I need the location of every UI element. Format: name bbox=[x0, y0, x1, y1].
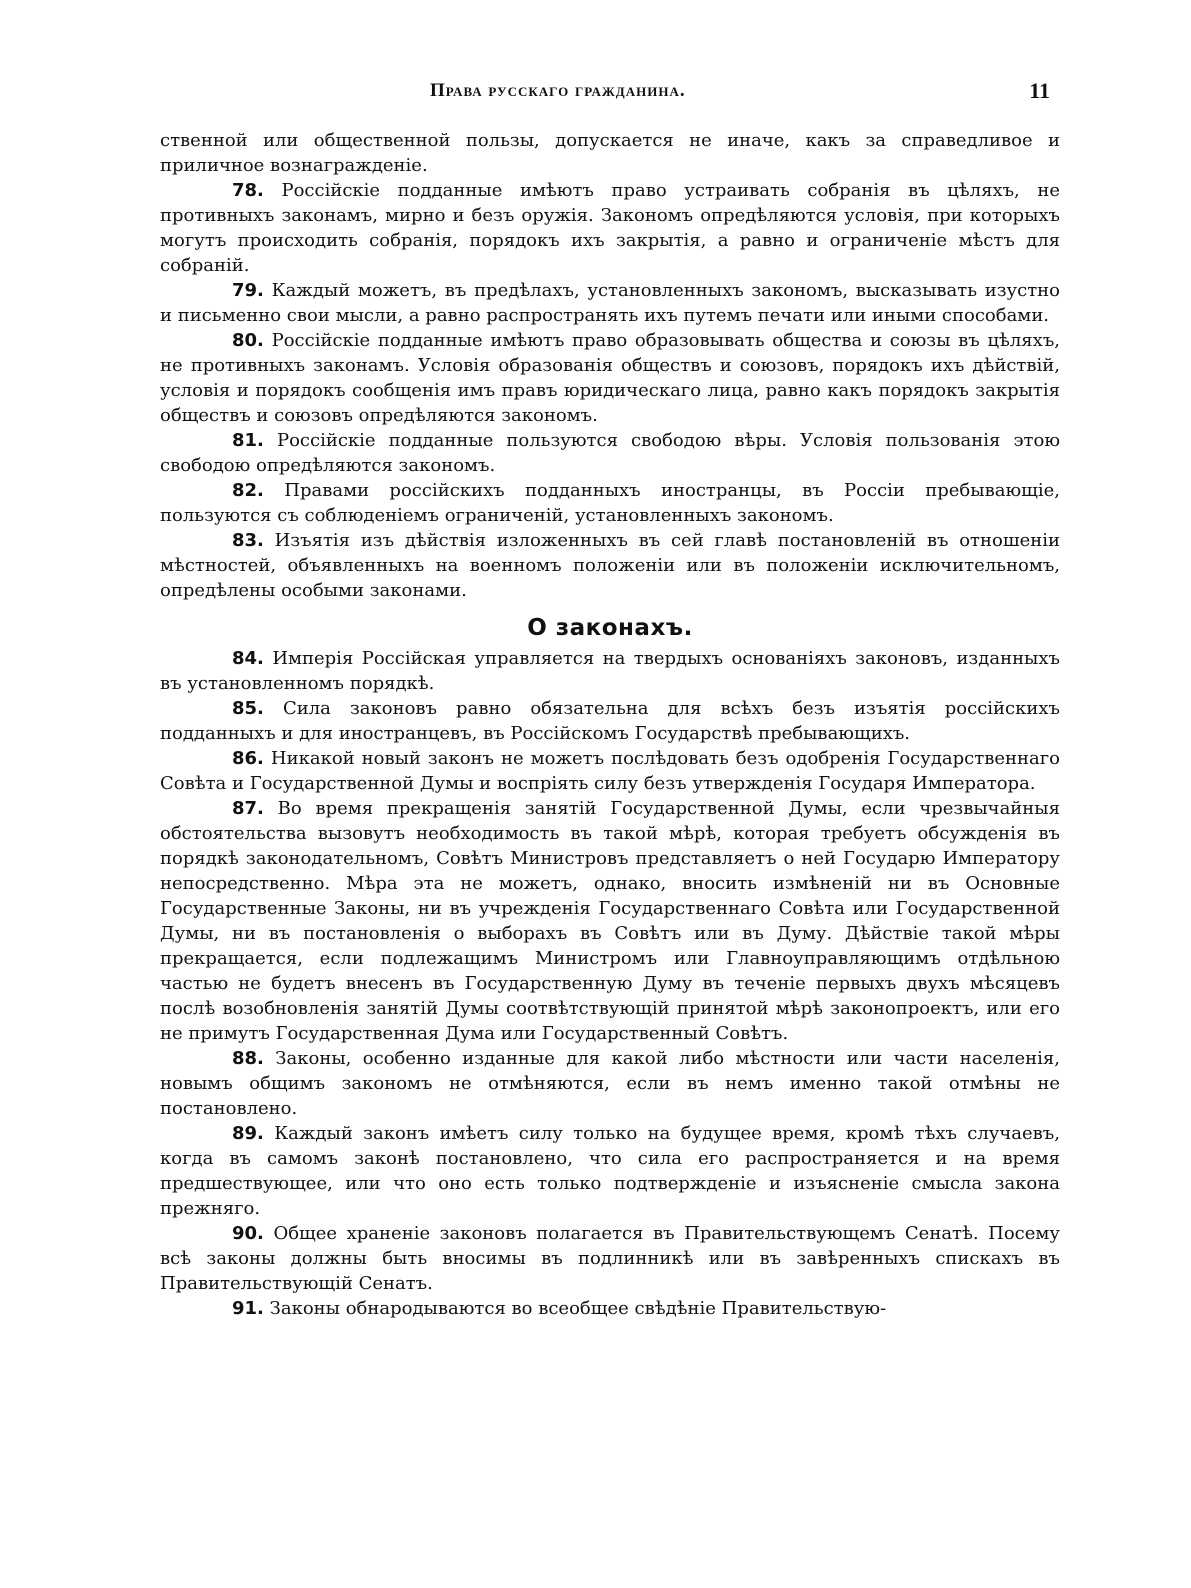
article-number: 84. bbox=[232, 648, 264, 669]
article-number: 80. bbox=[232, 330, 264, 351]
article-text: Россійскіе подданные имѣютъ право образовывать общества и союзы въ цѣляхъ, не противныхъ законамъ. Условія образованія обществъ и союзовъ, порядокъ ихъ дѣйствій, условія и порядокъ сообщенія имъ правъ юридическаго лица, равно какъ порядокъ закрытія обществъ и союзовъ опредѣляются закономъ. bbox=[160, 330, 1060, 426]
article-number: 78. bbox=[232, 180, 264, 201]
article-number: 91. bbox=[232, 1298, 264, 1319]
article-81 bbox=[160, 428, 1060, 478]
article-text: Законы обнародываются во всеобщее свѣдѣніе Правительствую- bbox=[269, 1298, 887, 1319]
article-86 bbox=[160, 746, 1060, 796]
article-89 bbox=[160, 1121, 1060, 1221]
running-head bbox=[160, 80, 1060, 106]
article-90 bbox=[160, 1221, 1060, 1296]
article-82 bbox=[160, 478, 1060, 528]
article-number: 86. bbox=[232, 748, 264, 769]
article-84 bbox=[160, 646, 1060, 696]
article-text: Каждый можетъ, въ предѣлахъ, установленныхъ закономъ, высказывать изустно и письменно свои мысли, а равно распространять ихъ путемъ печати или иными способами. bbox=[160, 280, 1060, 326]
article-number: 88. bbox=[232, 1048, 264, 1069]
article-text: Общее храненіе законовъ полагается въ Правительствующемъ Сенатѣ. Посему всѣ законы должны быть вносимы въ подлинникѣ или въ завѣренныхъ спискахъ въ Правительствующій Сенатъ. bbox=[160, 1223, 1060, 1294]
article-80 bbox=[160, 328, 1060, 428]
article-number: 90. bbox=[232, 1223, 264, 1244]
running-title: Права русскаго гражданина. bbox=[430, 80, 686, 101]
article-number: 87. bbox=[232, 798, 264, 819]
article-text: Правами россійскихъ подданныхъ иностранцы, въ Россіи пребывающіе, пользуются съ соблюденіемъ ограниченій, установленныхъ закономъ. bbox=[160, 480, 1060, 526]
article-text: Во время прекращенія занятій Государственной Думы, если чрезвычайныя обстоятельства вызовутъ необходимость въ такой мѣрѣ, которая требуетъ обсужденія въ порядкѣ законодательномъ, Совѣтъ Министровъ представляетъ о ней Государю Императору непосредственно. Мѣра эта не можетъ, однако, вносить измѣненій ни въ Основные Государственные Законы, ни въ учрежденія Государственнаго Совѣта или Государственной Думы, ни въ постановленія о выборахъ въ Совѣтъ или въ Думу. Дѣйствіе такой мѣры прекращается, если подлежащимъ Министромъ или Главноуправляющимъ отдѣльною частью не будетъ внесенъ въ Государственную Думу въ теченіе первыхъ двухъ мѣсяцевъ послѣ возобновленія занятій Думы соотвѣтствующій принятой мѣрѣ законопроектъ, или его не примутъ Государственная Дума или Государственный Совѣтъ. bbox=[160, 798, 1060, 1044]
body-text bbox=[160, 128, 1060, 1321]
article-text: Каждый законъ имѣетъ силу только на будущее время, кромѣ тѣхъ случаевъ, когда въ самомъ законѣ постановлено, что сила его распространяется и на время предшествующее, или что оно есть только подтвержденіе и изъясненіе смысла закона прежняго. bbox=[160, 1123, 1060, 1219]
article-88 bbox=[160, 1046, 1060, 1121]
article-text: Россійскіе подданные пользуются свободою вѣры. Условія пользованія этою свободою опредѣляются закономъ. bbox=[160, 430, 1060, 476]
article-78 bbox=[160, 178, 1060, 278]
article-number: 79. bbox=[232, 280, 264, 301]
article-number: 81. bbox=[232, 430, 264, 451]
article-text: Изъятія изъ дѣйствія изложенныхъ въ сей главѣ постановленій въ отношеніи мѣстностей, объявленныхъ на военномъ положеніи или въ положеніи исключительномъ, опредѣлены особыми законами. bbox=[160, 530, 1060, 601]
article-83 bbox=[160, 528, 1060, 603]
continued-paragraph: ственной или общественной пользы, допускается не иначе, какъ за справедливое и приличное вознагражденіе. bbox=[160, 130, 1060, 176]
article-79 bbox=[160, 278, 1060, 328]
article-text: Имперія Россійская управляется на твердыхъ основаніяхъ законовъ, изданныхъ въ установленномъ порядкѣ. bbox=[160, 648, 1060, 694]
article-text: Законы, особенно изданные для какой либо мѣстности или части населенія, новымъ общимъ закономъ не отмѣняются, если въ немъ именно такой отмѣны не постановлено. bbox=[160, 1048, 1060, 1119]
section-heading: О законахъ. bbox=[527, 615, 693, 641]
article-number: 85. bbox=[232, 698, 264, 719]
page-number: 11 bbox=[1029, 78, 1050, 103]
article-text: Россійскіе подданные имѣютъ право устраивать собранія въ цѣляхъ, не противныхъ законамъ, мирно и безъ оружія. Закономъ опредѣляются условія, при которыхъ могутъ происходить собранія, порядокъ ихъ закрытія, а равно и ограниченіе мѣстъ для собраній. bbox=[160, 180, 1060, 276]
article-text: Никакой новый законъ не можетъ послѣдовать безъ одобренія Государственнаго Совѣта и Государственной Думы и воспріять силу безъ утвержденія Государя Императора. bbox=[160, 748, 1060, 794]
article-text: Сила законовъ равно обязательна для всѣхъ безъ изъятія россійскихъ подданныхъ и для иностранцевъ, въ Россійскомъ Государствѣ пребывающихъ. bbox=[160, 698, 1060, 744]
article-number: 89. bbox=[232, 1123, 264, 1144]
article-85 bbox=[160, 696, 1060, 746]
article-91 bbox=[160, 1296, 1060, 1321]
article-number: 82. bbox=[232, 480, 264, 501]
article-87 bbox=[160, 796, 1060, 1046]
article-number: 83. bbox=[232, 530, 264, 551]
